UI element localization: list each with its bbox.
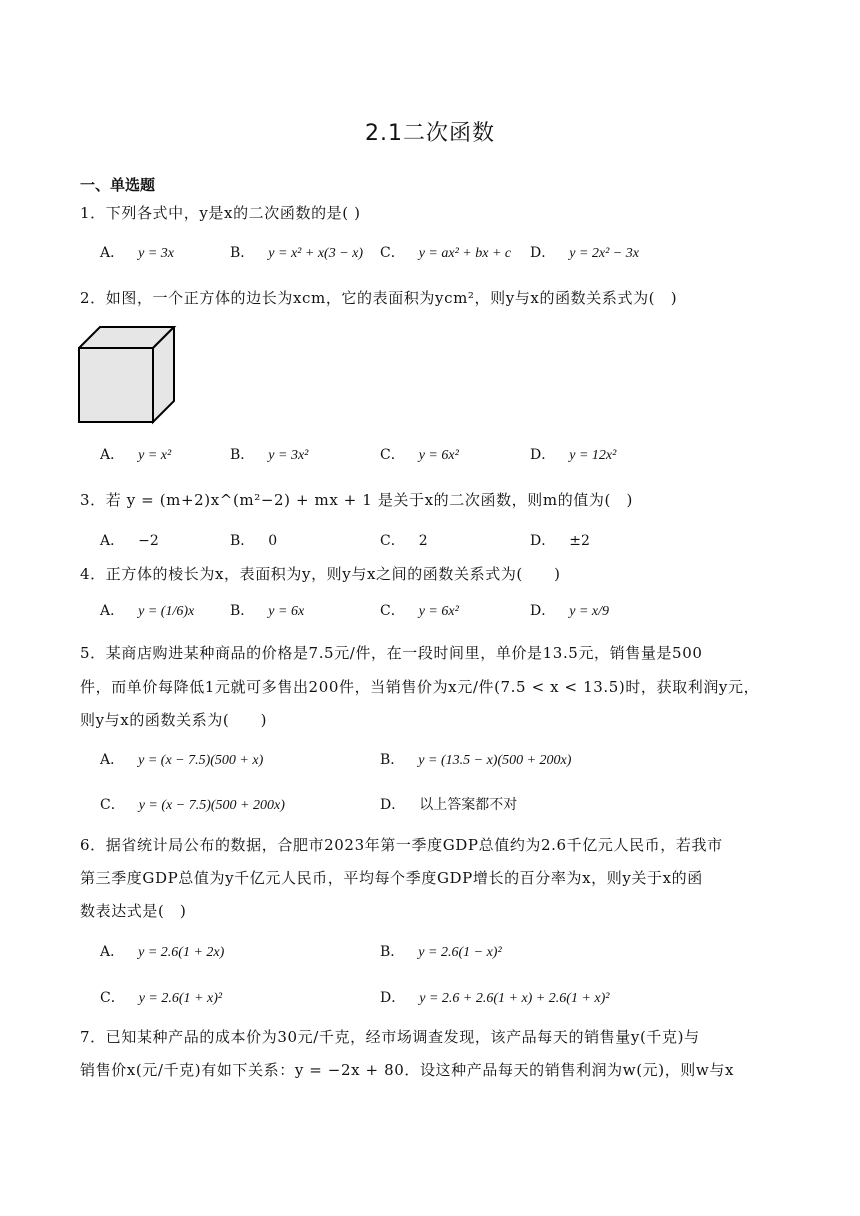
q3-option-b: B． 0 <box>230 533 278 549</box>
question-4-stem: 4．正方体的棱长为x，表面积为y，则y与x之间的函数关系式为( ) <box>80 565 561 583</box>
q1-option-a: A． y = 3x <box>100 245 174 261</box>
q3-option-a: A． −2 <box>100 533 159 549</box>
q1-option-c: C． y = ax² + bx + c <box>380 245 512 261</box>
question-1-stem: 1．下列各式中，y是x的二次函数的是( ) <box>80 204 361 222</box>
q6-option-b: B． y = 2.6(1 − x)² <box>380 944 502 960</box>
page-title: 2.1二次函数 <box>365 121 495 146</box>
q1-option-d: D． y = 2x² − 3x <box>530 245 639 261</box>
question-2-stem: 2．如图，一个正方体的边长为xcm，它的表面积为ycm²，则y与x的函数关系式为( ) <box>80 289 678 307</box>
q5-option-b: B． y = (13.5 − x)(500 + 200x) <box>380 752 572 768</box>
q5-option-c: C． y = (x − 7.5)(500 + 200x) <box>100 797 285 813</box>
question-6-line-2: 第三季度GDP总值为y千亿元人民币，平均每个季度GDP增长的百分率为x，则y关于x的函 <box>80 869 703 887</box>
q4-option-a: A． y = (1/6)x <box>100 603 195 619</box>
q5-option-d: D． 以上答案都不对 <box>380 797 518 813</box>
section-heading: 一、单选题 <box>80 176 156 194</box>
question-5-line-2: 件，而单价每降低1元就可多售出200件，当销售价为x元/件(7.5 < x < 13.5)时，获取利润y元， <box>80 678 760 696</box>
question-6-line-3: 数表达式是( ) <box>80 902 187 920</box>
q3-option-c: C． 2 <box>380 533 428 549</box>
q6-option-a: A． y = 2.6(1 + 2x) <box>100 944 225 960</box>
question-6-line-1: 6．据省统计局公布的数据，合肥市2023年第一季度GDP总值约为2.6千亿元人民币，若我市 <box>80 836 723 854</box>
question-5-line-1: 5．某商店购进某种商品的价格是7.5元/件，在一段时间里，单价是13.5元，销售量是500 <box>80 644 703 662</box>
question-3-stem: 3．若 y = (m+2)x^(m²−2) + mx + 1 是关于x的二次函数，则m的值为( ) <box>80 491 634 509</box>
q5-option-a: A． y = (x − 7.5)(500 + x) <box>100 752 264 768</box>
q4-option-b: B． y = 6x <box>230 603 305 619</box>
q3-option-d: D． ±2 <box>530 533 590 549</box>
cube-figure <box>78 326 178 426</box>
question-7-line-1: 7．已知某种产品的成本价为30元/千克，经市场调查发现，该产品每天的销售量y(千克)与 <box>80 1028 700 1046</box>
question-5-line-3: 则y与x的函数关系为( ) <box>80 711 268 729</box>
q1-option-b: B． y = x² + x(3 − x) <box>230 245 364 261</box>
q2-option-b: B． y = 3x² <box>230 447 309 463</box>
q6-option-d: D． y = 2.6 + 2.6(1 + x) + 2.6(1 + x)² <box>380 990 610 1006</box>
q6-option-c: C． y = 2.6(1 + x)² <box>100 990 223 1006</box>
q4-option-c: C． y = 6x² <box>380 603 459 619</box>
q2-option-a: A． y = x² <box>100 447 172 463</box>
q2-option-c: C． y = 6x² <box>380 447 459 463</box>
question-7-line-2: 销售价x(元/千克)有如下关系：y = −2x + 80．设这种产品每天的销售利润为w(元)，则w与x <box>80 1061 735 1079</box>
q2-option-d: D． y = 12x² <box>530 447 617 463</box>
q4-option-d: D． y = x/9 <box>530 603 609 619</box>
